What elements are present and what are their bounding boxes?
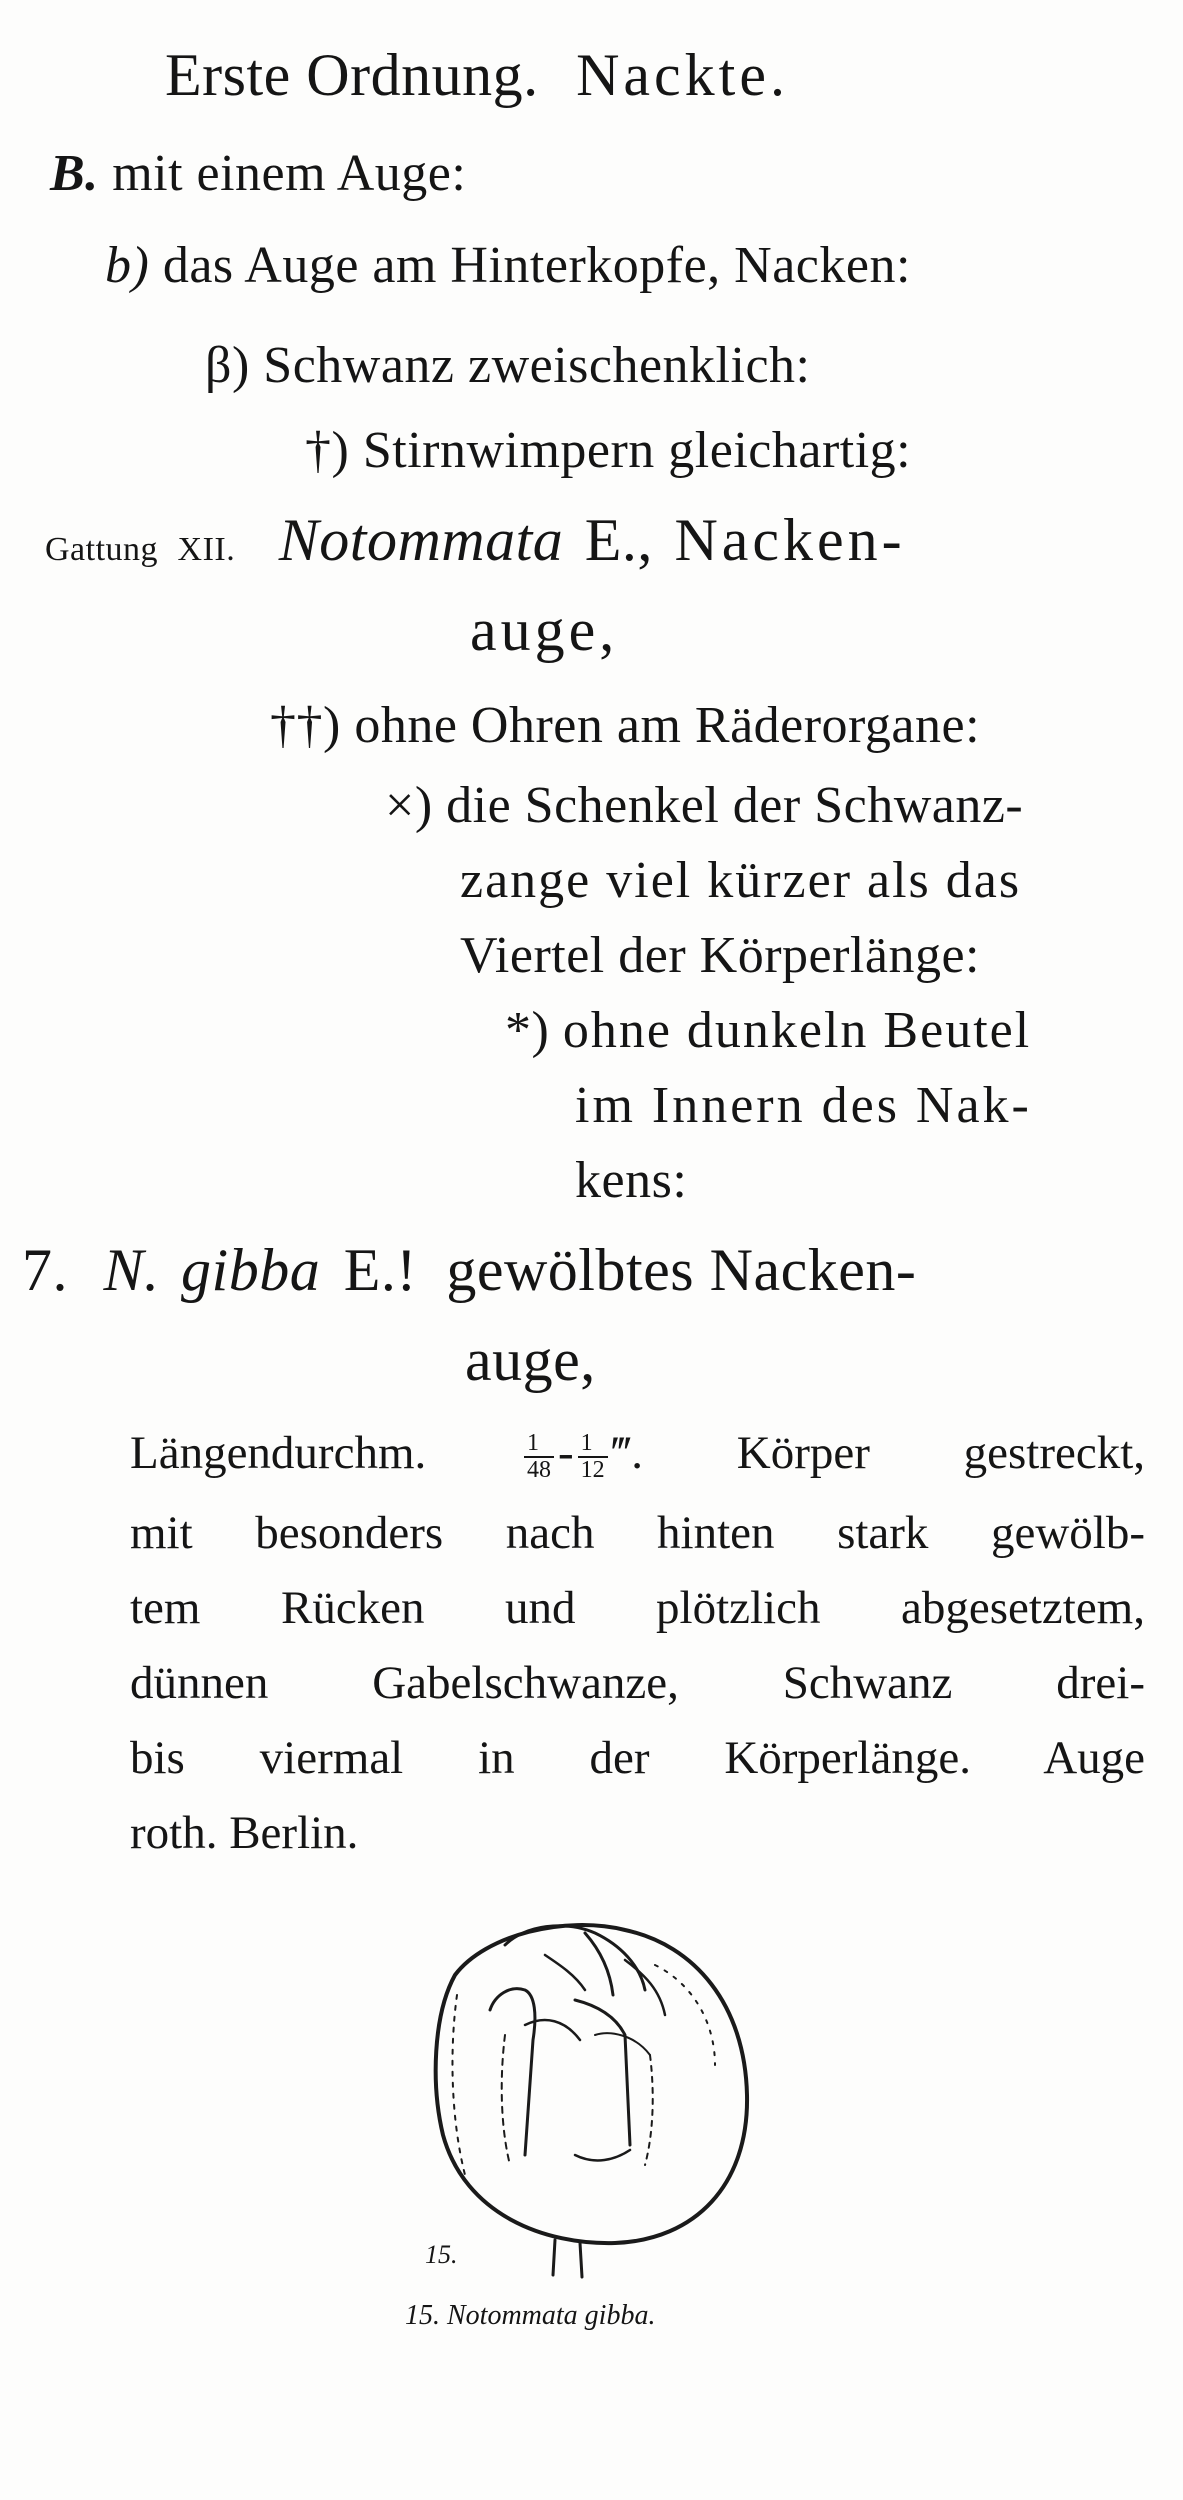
species-author: E.! xyxy=(343,1237,417,1303)
description-line-2: mit besonders nach hinten stark gewölb- xyxy=(130,1507,1145,1559)
description-line-6: roth. Berlin. xyxy=(130,1807,359,1859)
key-dagger xyxy=(305,422,912,479)
species-epithet: gibba xyxy=(181,1237,321,1303)
measure-unit: ‴. xyxy=(611,1427,643,1479)
description-line-1-rest: Körper gestreckt, xyxy=(736,1427,1145,1479)
fraction-min-den: 48 xyxy=(527,1457,552,1484)
key-lower-b-text: das Auge am Hinterkopfe, Nacken: xyxy=(162,237,911,294)
subkey-cross xyxy=(385,777,1024,834)
description-line-1: Längendurchm. $\frac{1}{48}$ - $\frac{1}{12}$ ‴. Körper gestreckt, xyxy=(130,1427,1145,1484)
genus-name: Notommata xyxy=(278,507,564,573)
subkey-star-line3: kens: xyxy=(575,1152,688,1209)
fraction-min xyxy=(524,1431,554,1483)
subkey-double-dagger-mark: ††) xyxy=(270,697,341,754)
species-line xyxy=(22,1237,917,1303)
figure-caption: 15. Notommata gibba. xyxy=(405,2300,656,2331)
genus-common-line1: Nacken- xyxy=(674,507,906,573)
order-heading-right: Nackte. xyxy=(576,42,789,108)
key-dagger-mark: †) xyxy=(305,422,350,479)
key-b xyxy=(50,145,467,202)
fraction-max-den: 12 xyxy=(580,1457,605,1484)
subkey-star-line2: im Innern des Nak- xyxy=(575,1077,1032,1134)
genus-author: E., xyxy=(584,507,653,573)
measure-label: Längendurchm. xyxy=(130,1427,427,1479)
key-beta-text: Schwanz zweischenklich: xyxy=(263,337,811,394)
subkey-double-dagger xyxy=(270,697,981,754)
subkey-cross-mark: ×) xyxy=(385,777,433,834)
fraction-min-num: 1 xyxy=(524,1431,554,1458)
subkey-star xyxy=(505,1002,1032,1059)
notommata-gibba-illustration xyxy=(395,1905,775,2335)
key-dagger-text: Stirnwimpern gleichartig: xyxy=(362,422,912,479)
description-line-3: tem Rücken und plötzlich abgesetztem, xyxy=(130,1582,1145,1634)
genus-label: Gattung xyxy=(45,531,159,568)
species-abbrev: N. xyxy=(103,1237,160,1303)
fraction-max-num: 1 xyxy=(578,1431,608,1458)
subkey-star-line1: ohne dunkeln Beutel xyxy=(562,1002,1032,1059)
subkey-star-mark: *) xyxy=(505,1002,550,1059)
subkey-cross-line3: Viertel der Körperlänge: xyxy=(460,927,980,984)
genus-numeral: XII. xyxy=(177,531,236,568)
species-common-line2: auge, xyxy=(465,1327,596,1393)
subkey-cross-line2: zange viel kürzer als das xyxy=(460,852,1022,909)
key-beta xyxy=(205,337,811,394)
key-lower-b-letter: b) xyxy=(105,237,150,294)
fraction-max xyxy=(578,1431,608,1483)
subkey-cross-line1: die Schenkel der Schwanz- xyxy=(446,777,1024,834)
genus-line xyxy=(45,507,906,573)
order-heading-left: Erste Ordnung. xyxy=(165,42,539,108)
key-b-text: mit einem Auge: xyxy=(112,145,467,202)
key-b-letter: B. xyxy=(50,145,99,202)
key-lower-b xyxy=(105,237,911,294)
species-common-line1: gewölbtes Nacken- xyxy=(446,1237,917,1303)
species-number: 7. xyxy=(22,1237,68,1303)
order-heading xyxy=(165,42,789,108)
subkey-double-dagger-text: ohne Ohren am Räderorgane: xyxy=(354,697,981,754)
key-beta-letter: β) xyxy=(205,337,250,394)
figure-number: 15. xyxy=(425,2240,458,2269)
description-line-4: dünnen Gabelschwanze, Schwanz drei- xyxy=(130,1657,1145,1709)
genus-common-line2: auge, xyxy=(470,597,619,663)
description-line-5: bis viermal in der Körperlänge. Auge xyxy=(130,1732,1145,1784)
